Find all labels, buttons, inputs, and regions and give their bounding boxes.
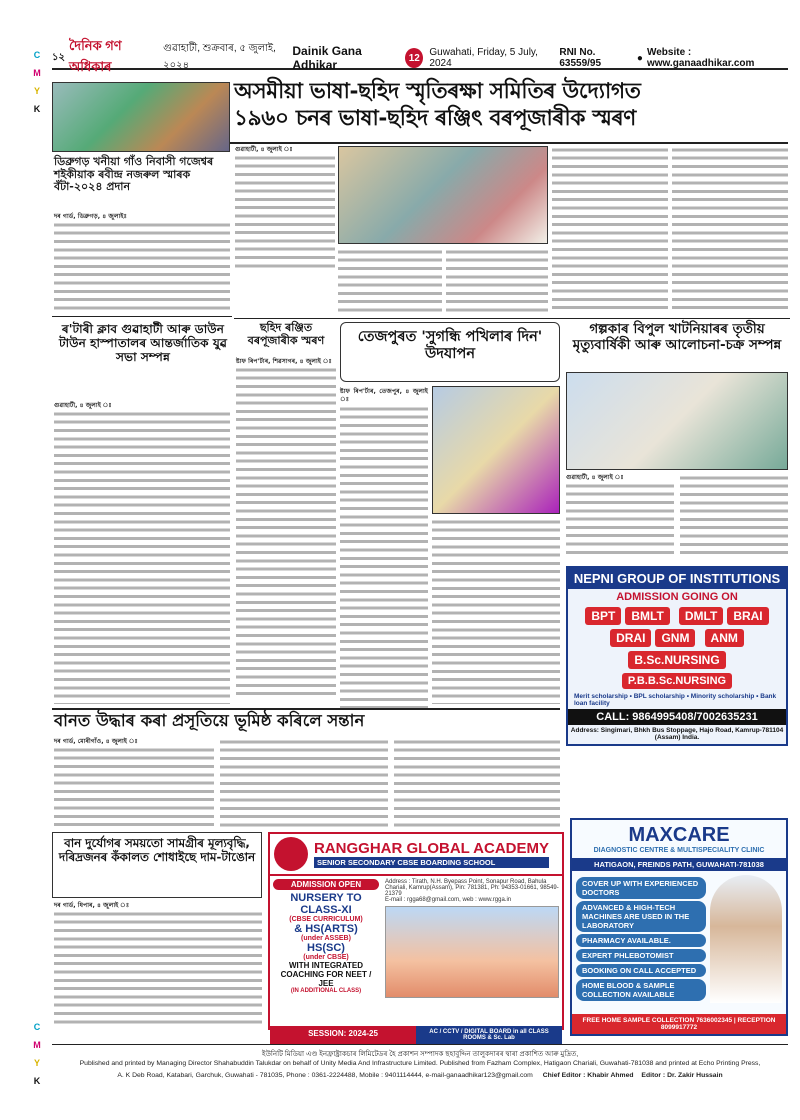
award-photo: [52, 82, 230, 152]
nepni-ad: NEPNI GROUP OF INSTITUTIONS ADMISSION GOING ON BPT BMLT DMLT BRAI DRAI GNM ANMB.Sc.NURSING P.B.B.Sc.NURSING Merit scholarship • BPL scholarship • Minority scholarship • Bank loan facility CALL: 9864995408/7002635231 Address: Singimari, Bhkh Bus Stoppage, Hajo Road, Kamrup-781104 (Assam) India.: [566, 566, 788, 746]
maxcare-phone: FREE HOME SAMPLE COLLECTION 7636002345 | RECEPTION 8099917772: [572, 1014, 786, 1034]
page-number-local: ১২: [52, 51, 65, 63]
tezpur-headline: তেজপুৰত 'সুগন্ধি পখিলাৰ দিন' উদযাপন: [357, 329, 543, 362]
rangghar-logo: [274, 837, 308, 871]
nepni-phone: CALL: 9864995408/7002635231: [568, 709, 786, 725]
bananta-body: দৰ গাৰ্ড, মোৰীগাঁও, ৪ জুলাই ঃ: [54, 738, 214, 828]
page-number: 12: [405, 48, 423, 68]
flood-body: দৰ গাৰ্ড, ধিপাৰ, ৪ জুলাই ঃ: [54, 902, 262, 1030]
maxcare-ad: MAXCARE DIAGNOSTIC CENTRE & MULTISPECIALITY CLINIC HATIGAON, FREINDS PATH, GUWAHATI-781038 COVER UP WITH EXPERIENCED DOCTORS ADVANCED & HIGH-TECH MACHINES ARE USED IN THE LABORATORY PHARMACY AVAILABLE. EXPERT PHLEBOTOMIST BOOKING ON CALL ACCEPTED HOME BLOOD & SAMPLE COLLECTION AVAILABLE FREE HOME SAMPLE COLLECTION 7636002345 | RECEPTION 8099917772: [570, 818, 788, 1036]
gopal-body: গুৱাহাটী, ৪ জুলাই ঃ: [566, 474, 674, 558]
dateline: Guwahati, Friday, 5 July, 2024: [429, 47, 538, 69]
maxcare-name: MAXCARE: [628, 824, 730, 846]
tezpur-photo: [432, 386, 560, 514]
lead-headline: অসমীয়া ভাষা-ছহিদ স্মৃতিৰক্ষা সমিতিৰ উদ্যোগত ১৯৬০ চনৰ ভাষা-ছহিদ ৰঞ্জিৎ বৰপূজাৰীক স্মৰণ: [234, 79, 641, 131]
footer-publisher: Published and printed by Managing Director Shahabuddin Talukdar on behalf of Unity Media And Infrastructure Limited. Published from Fazham Complex, Hatigaon Chariali, Guwahati-781038 and printed at Echo Printing Press,: [79, 1060, 761, 1067]
nepni-courses: BPT BMLT DMLT BRAI DRAI GNM ANMB.Sc.NURSING P.B.B.Sc.NURSING: [568, 605, 786, 691]
martyr-headline: ছহিদ ৰঞ্জিত বৰপূজাৰীক স্মৰণ: [247, 321, 325, 347]
lead-photo: [338, 146, 548, 244]
gopal-headline: গল্পকাৰ বিপুল খাটনিয়াৰৰ তৃতীয় মৃত্যুবাৰ্ষিকী আৰু আলোচনা-চক্ৰ সম্পন্ন: [572, 321, 782, 353]
bananta-headline: বানত উদ্ধাৰ কৰা প্ৰসূতিয়ে ভূমিষ্ঠ কৰিলে সন্তান: [54, 711, 365, 730]
rotary-body: গুৱাহাটী, ৪ জুলাই ঃ: [54, 402, 230, 702]
cmyk-marks-top: [30, 46, 44, 118]
paper-name: Dainik Gana Adhikar: [292, 44, 362, 72]
rangghar-ad: RANGGHAR GLOBAL ACADEMY SENIOR SECONDARY CBSE BOARDING SCHOOL ADMISSION OPEN NURSERY TO CLASS-XI (CBSE CURRICULUM) & HS(ARTS) (under ASSEB) HS(SC) (under CBSE) WITH INTEGRATED COACHING FOR NEET / JEE (IN ADDITIONAL CLASS) Address : Tirath, N.H. Byepass Point, Sonapur Road, Bahula Chariali, Kamrup(Assam), Pin: 781381, Ph: 94353-01661, 98549-21379 E-mail : rgga68@gmail.com, web : www.rgga.in SESSION: 2024-25 AC / CCTV / DIGITAL BOARD in all CLASS ROOMS & Sc. Lab: [268, 832, 564, 1030]
lead-body-col1: গুৱাহাটী, ৪ জুলাই ঃ: [235, 146, 335, 272]
nepni-admission: ADMISSION GOING ON: [616, 591, 738, 603]
footer-address: A. K Deb Road, Katabari, Garchuk, Guwahati - 781035, Phone : 0361-2224488, Mobile : 9401114444, e-mail-ganaadhikar123@gmail.com Chief Editor : Khabir Ahmed Editor : Dr. Zakir Hussain: [117, 1072, 723, 1079]
footer-local: ইউনিটি মিডিয়া এণ্ড ইনফ্ৰাষ্ট্ৰাকচাৰ লিমিটেডৰ হৈ প্ৰকাশন সম্পাদক ছহাবুদ্দিন তালুকদাৰৰ দ্বাৰা প্ৰকাশিত আৰু মুদ্ৰিত,: [261, 1051, 579, 1058]
masthead: ১২ দৈনিক গণ অধিকাৰ গুৱাহাটী, শুক্ৰবাৰ, ৫ জুলাই, ২০২৪ Dainik Gana Adhikar 12 Guwahati, Friday, 5 July, 2024 RNI No. 63559/95 ● Website : www.ganaadhikar.com: [52, 48, 788, 70]
tezpur-headline-box: [340, 322, 560, 382]
rangghar-name: RANGGHAR GLOBAL ACADEMY: [314, 840, 549, 857]
nepni-address: Address: Singimari, Bhkh Bus Stoppage, Hajo Road, Kamrup-781104 (Assam) India.: [570, 727, 784, 741]
doctor-image: [710, 875, 782, 1003]
cmyk-k: K: [33, 104, 41, 114]
cmyk-marks-bottom: C M Y K: [33, 1022, 41, 1086]
paper-logo: দৈনিক গণ অধিকাৰ: [69, 38, 122, 74]
flood-headline-box: [52, 832, 262, 898]
rotary-headline: ৰ'টাৰী ক্লাব গুৱাহাটী আৰু ডাউন টাউন হাস্পাতালৰ আন্তৰ্জাতিক যুৱ সভা সম্পন্ন: [58, 322, 228, 365]
gopal-photo: [566, 372, 788, 470]
flood-headline: বান দুৰ্যোগৰ সময়তো সামগ্ৰীৰ মূল্যবৃদ্ধি, দৰিদ্ৰজনৰ কঁকালত শোধাইছে দাম-টাঙোন: [58, 836, 256, 864]
website-link[interactable]: Website : www.ganaadhikar.com: [646, 47, 755, 69]
date-local: গুৱাহাটী, শুক্ৰবাৰ, ৫ জুলাই, ২০২৪: [163, 43, 276, 71]
award-headline: ডিব্ৰুগড় খনীয়া গাঁও নিবাসী গজেশ্বৰ শইকীয়াক ৰবীন্দ্ৰ নজৰুল স্মাৰক বঁটা-২০২৪ প্ৰদান: [54, 155, 214, 194]
cmyk-y: Y: [33, 86, 40, 96]
award-body: দৰ গাৰ্ড, ডিব্ৰুগড়, ৪ জুলাইঃ: [54, 213, 230, 312]
cmyk-m: M: [33, 68, 41, 78]
nepni-name: NEPNI GROUP OF INSTITUTIONS: [568, 568, 786, 589]
martyr-body: ষ্টাফ ৰিপ'ৰ্টাৰ, শিৱসাগৰ, ৪ জুলাই ঃ: [236, 358, 336, 704]
rni-number: RNI No. 63559/95: [559, 47, 602, 69]
tezpur-body: ষ্টাফ ৰিপ'ৰ্টাৰ, তেজপুৰ, ৪ জুলাই ঃ: [340, 388, 428, 704]
rangghar-building: [385, 906, 559, 998]
cmyk-c: C: [33, 50, 41, 60]
